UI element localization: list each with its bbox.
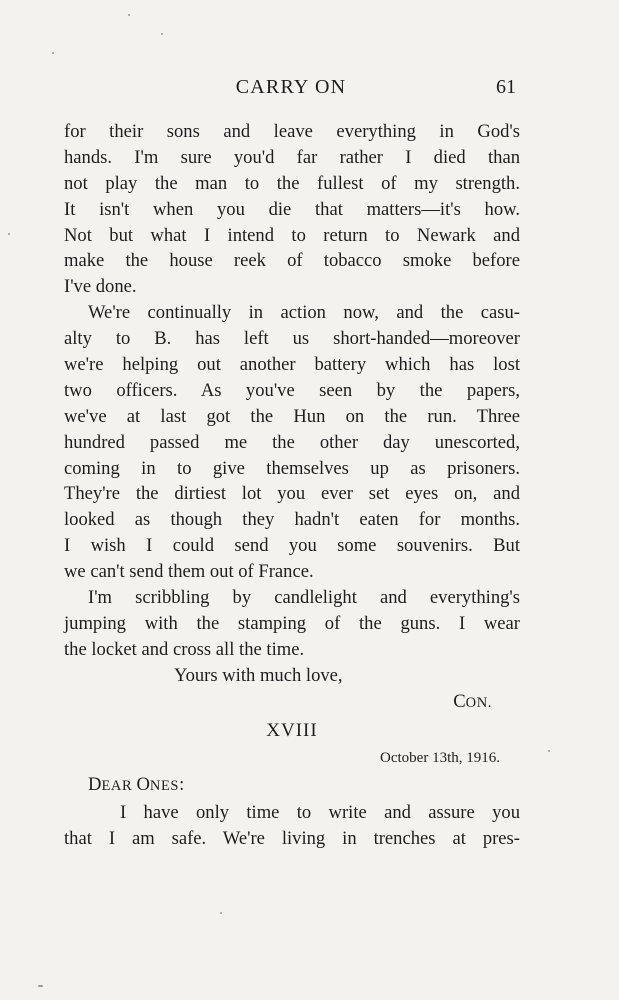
text-line: looked as though they hadn't eaten for months. [64, 509, 520, 531]
body-text [64, 119, 520, 852]
paper-speck [548, 750, 550, 752]
text-line: alty to B. has left us short-handed—moreover [64, 328, 520, 350]
text-line: we can't send them out of France. [64, 561, 314, 583]
text-line: we're helping out another battery which has lost [64, 354, 520, 376]
text-line: that I am safe. We're living in trenches at pres- [64, 828, 520, 850]
greeting-part: NES [149, 778, 180, 795]
paper-speck [220, 912, 222, 914]
text-line: It isn't when you die that matters—it's how. [64, 198, 520, 220]
paper-speck [161, 33, 163, 35]
paper-speck [128, 14, 130, 16]
paper-speck [38, 985, 43, 987]
text-line: two officers. As you've seen by the papers, [64, 379, 520, 401]
greeting-colon: : [179, 774, 185, 796]
page-header [64, 76, 518, 106]
page-number: 61 [496, 76, 516, 98]
paragraph-2 [64, 300, 520, 585]
greeting-initial: D [88, 774, 102, 796]
text-line: the locket and cross all the time. [64, 638, 305, 660]
text-line: We're continually in action now, and the casu- [88, 302, 520, 324]
chapter-number: XVIII [266, 720, 318, 742]
greeting-initial: O [136, 774, 150, 796]
text-line: coming in to give themselves up as prisoners. [64, 457, 520, 479]
text-line: hundred passed me the other day unescorted, [64, 431, 520, 453]
text-line: I've done. [64, 276, 137, 298]
letter-greeting [64, 772, 520, 800]
paragraph-3 [64, 585, 520, 663]
text-line: make the house reek of tobacco smoke before [64, 250, 520, 272]
signature [64, 689, 520, 715]
signature-initial: C [453, 690, 466, 712]
text-line: for their sons and leave everything in God's [64, 121, 520, 142]
text-line: jumping with the stamping of the guns. I wear [64, 612, 520, 634]
text-line: Not but what I intend to return to Newark and [64, 224, 520, 246]
paragraph-4 [64, 800, 520, 852]
running-title: CARRY ON [235, 76, 347, 98]
text-line: I wish I could send you some souvenirs. But [64, 535, 520, 557]
text-line: I have only time to write and assure you [120, 802, 520, 824]
text-line: not play the man to the fullest of my strength. [64, 172, 520, 194]
text-line: I'm scribbling by candlelight and everything's [88, 587, 520, 609]
text-line: They're the dirtiest lot you ever set eyes on, and [64, 483, 520, 505]
greeting-part: EAR [101, 778, 137, 795]
paper-speck [8, 233, 10, 235]
text-line: hands. I'm sure you'd far rather I died than [64, 146, 520, 168]
letter-closing: Yours with much love, [174, 664, 343, 686]
letter-date: October 13th, 1916. [380, 750, 500, 767]
signature-rest: ON. [465, 694, 492, 711]
text-line: we've at last got the Hun on the run. Three [64, 405, 520, 427]
paragraph-1 [64, 119, 520, 300]
paper-speck [52, 52, 54, 54]
